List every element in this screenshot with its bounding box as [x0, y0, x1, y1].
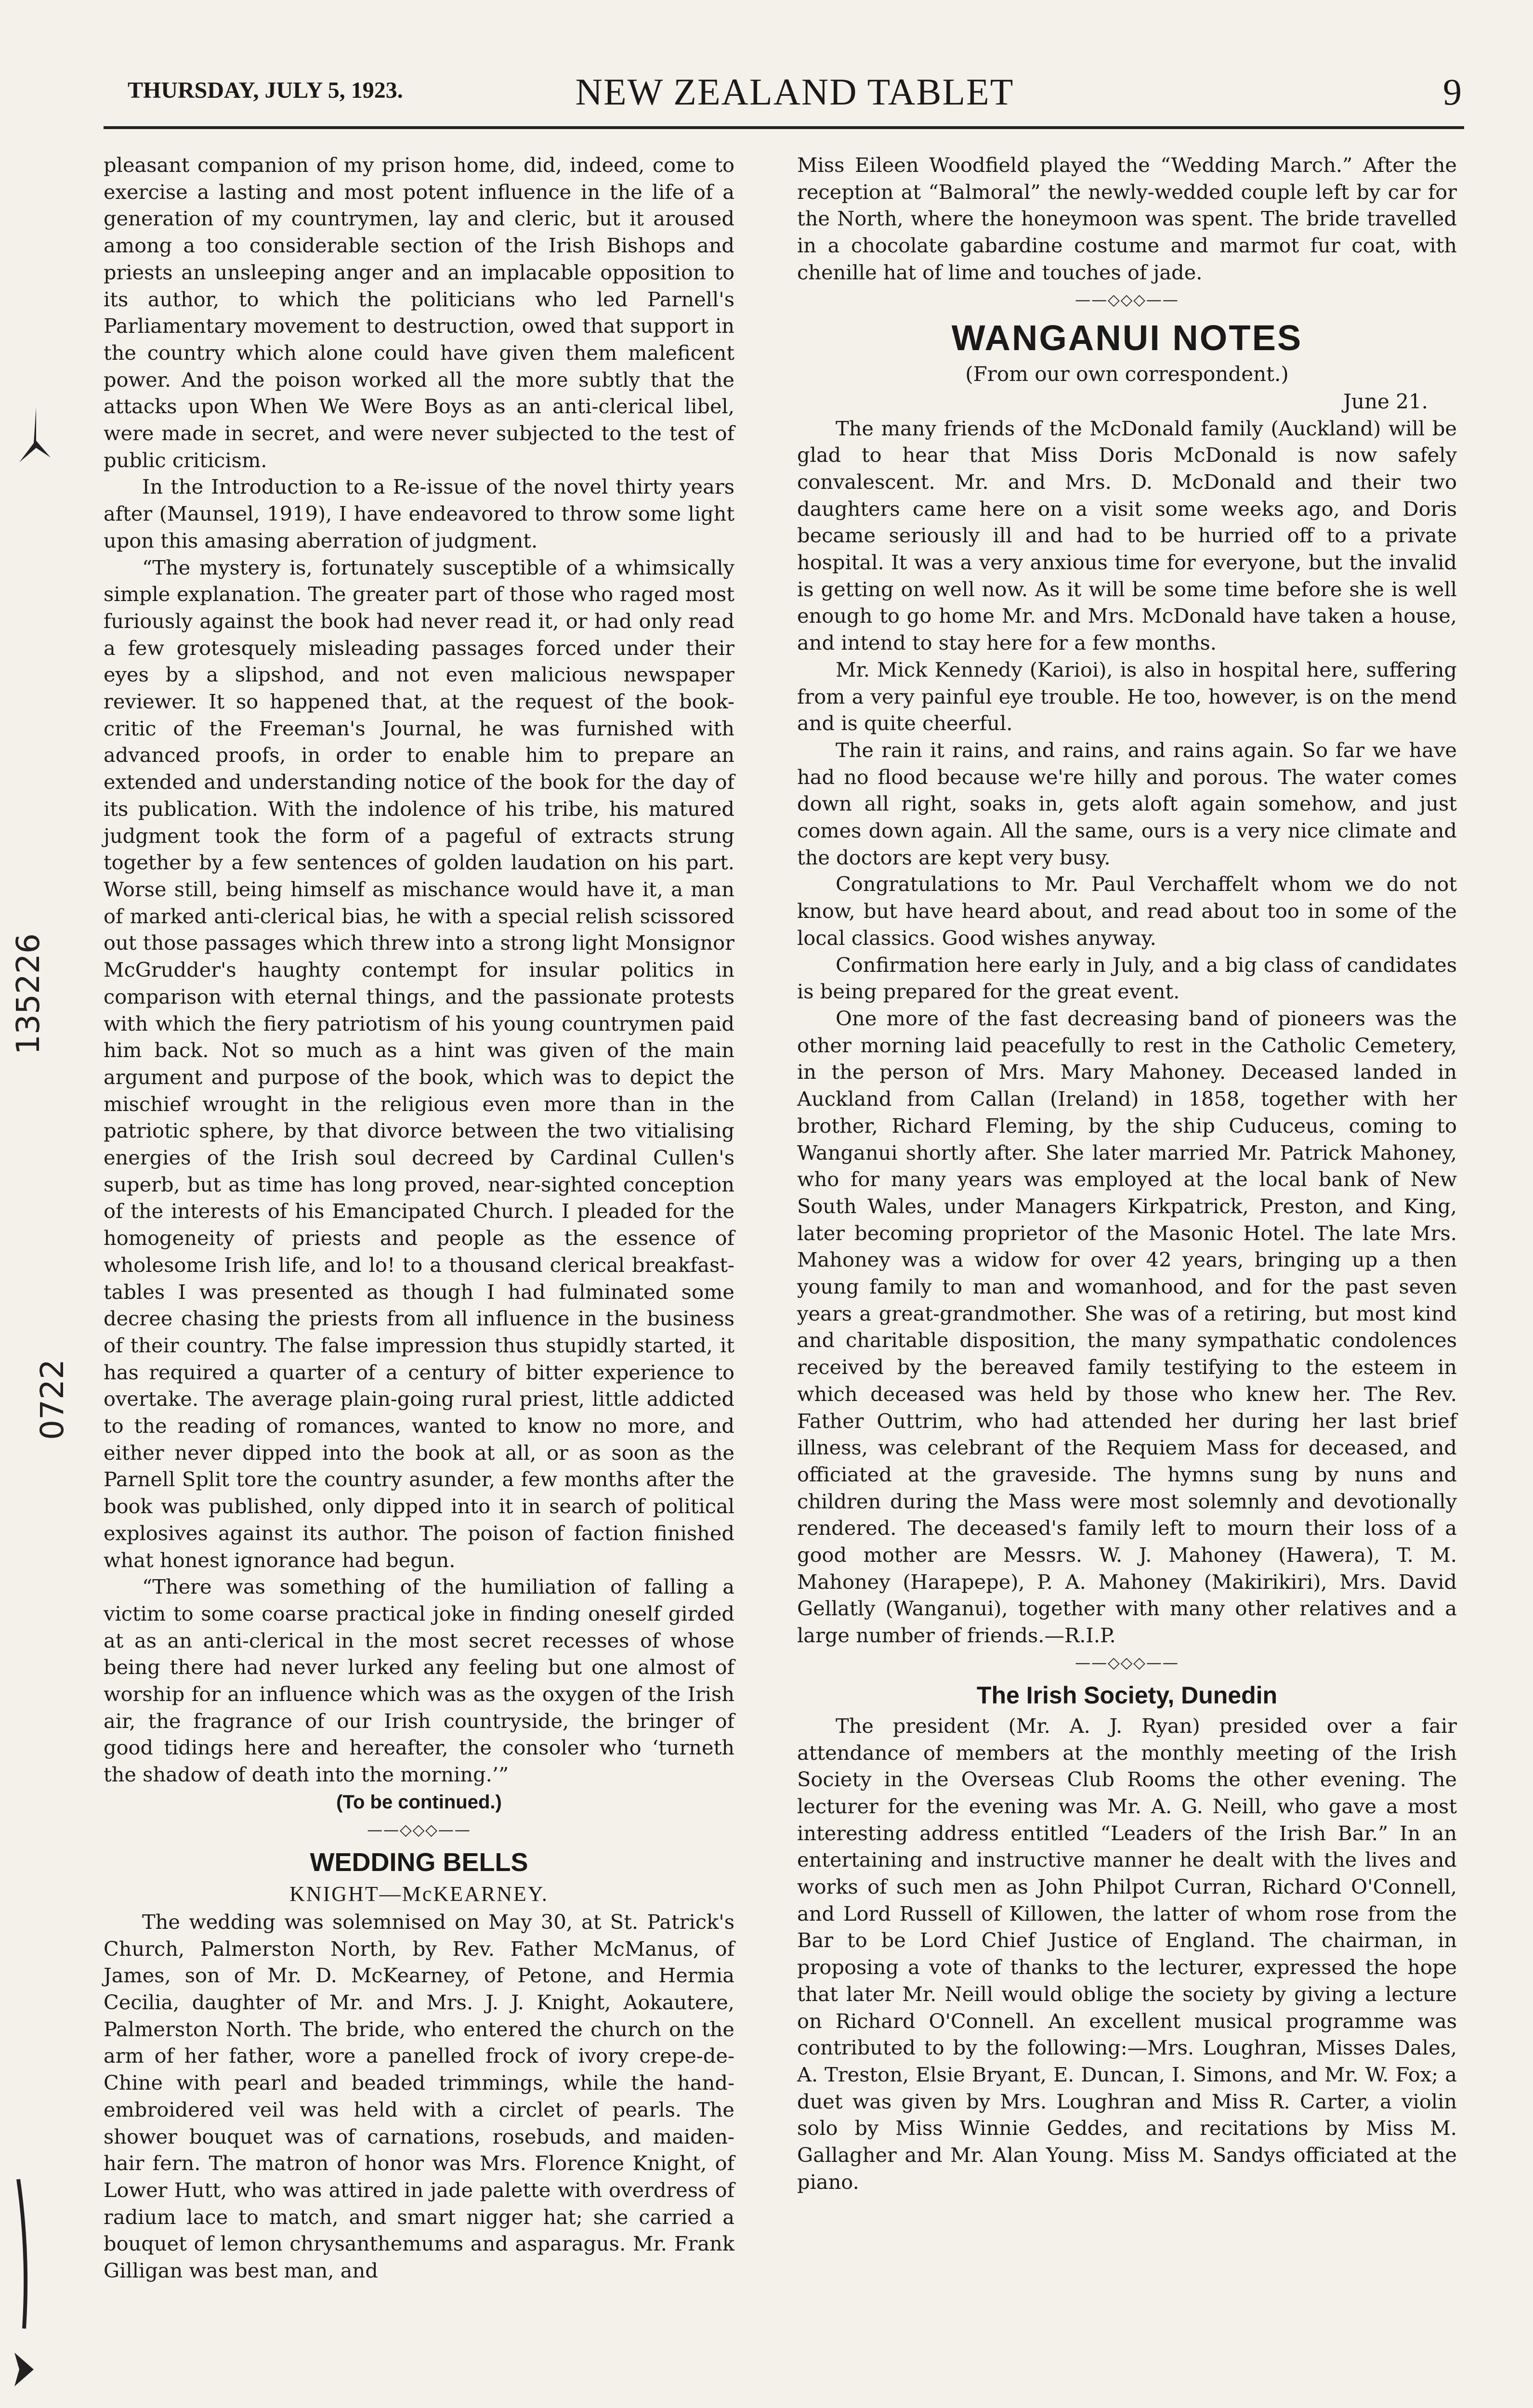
margin-note-number: 0722	[34, 1359, 71, 1440]
issue-date: THURSDAY, JULY 5, 1923.	[128, 78, 403, 103]
wanganui-paragraph: One more of the fast decreasing band of pioneers was the other morning laid peacefully to rest in the Catholic Cemetery, in the person of Mrs. Mary Mahoney. Deceased landed in Auckland from Callan (Ireland) in 1858, together with her brother, Richard Fleming, by the ship Cuduceus, coming to Wanganui shortly after. She later married Mr. Patrick Mahoney, who for many years was employed at the local bank of New South Wales, under Managers Kirkpatrick, Preston, and King, later becoming proprietor of the Masonic Hotel. The late Mrs. Mahoney was a widow for over 42 years, bringing up a then young family to man and womanhood, and for the past seven years a great-grandmother. She was of a retiring, but most kind and charitable disposition, the many sympathatic condolences received by the bereaved family testifying to the esteem in which deceased was held by those who knew her. The Rev. Father Outtrim, who had attended her during her last brief illness, was celebrant of the Requiem Mass for deceased, and officiated at the graveside. The hymns sung by nuns and children during the Mass were most solemnly and devotionally rendered. The deceased's family left to mourn their loss of a good mother are Messrs. W. J. Mahoney (Hawera), T. M. Mahoney (Harapepe), P. A. Mahoney (Makirikiri), Mrs. David Gellatly (Wanganui), together with many other relatives and a large number of friends.—R.I.P.	[797, 1006, 1457, 1648]
left-column	[104, 152, 734, 2284]
article-paragraph: “There was something of the humiliation of falling a victim to some coarse practical joke in finding oneself girded at as an anti-clerical in the most secret recesses of whose being there had never lurked any feeling but one almost of worship for an influence which was as the oxygen of the Irish air, the fragrance of our Irish countryside, the bringer of good tidings here and hereafter, the consoler who ‘turneth the shadow of death into the morning.’”	[104, 1575, 734, 1787]
wanganui-heading: WANGANUI NOTES	[951, 317, 1303, 358]
margin-note-number: 135226	[10, 933, 47, 1055]
wedding-subheading: KNIGHT—McKEARNEY.	[289, 1882, 549, 1906]
continued-note: (To be continued.)	[336, 1791, 502, 1813]
wedding-heading: WEDDING BELLS	[310, 1847, 528, 1877]
margin-bracket-icon	[14, 2177, 34, 2333]
margin-arrow-icon	[12, 2350, 36, 2391]
margin-mark-icon	[14, 405, 53, 479]
article-paragraph: pleasant companion of my prison home, did, indeed, come to exercise a lasting and most potent influence in the life of a generation of my countrymen, lay and cleric, but it aroused among a too considerable section of the Irish Bishops and priests an unsleeping anger and an implacable opposition to its author, to which the politicians who led Parnell's Parliamentary movement to destruction, owed that support in the country which alone could have given them maleficent power. And the poison worked all the more subtly that the attacks upon When We Were Boys as an anti-clerical libel, were made in secret, and were never subjected to the test of public criticism.	[104, 153, 734, 472]
page-number: 9	[1443, 71, 1462, 113]
irish-society-heading: The Irish Society, Dunedin	[976, 1681, 1278, 1709]
correspondent-line: (From our own correspondent.)	[965, 362, 1289, 386]
wedding-paragraph: The wedding was solemnised on May 30, at St. Patrick's Church, Palmerston North, by Rev. Father McManus, of James, son of Mr. D. McKearney, of Petone, and Hermia Cecilia, daughter of Mr. and Mrs. J. J. Knight, Aokautere, Palmerston North. The bride, who entered the church on the arm of her father, wore a panelled frock of ivory crepe-de-Chine with pearl and beaded trimmings, while the hand-embroidered veil was held with a circlet of pearls. The shower bouquet was of carnations, rosebuds, and maiden-hair fern. The matron of honor was Mrs. Florence Knight, of Lower Hutt, who was attired in jade palette with overdress of radium lace to match, and smart nigger hat; she carried a bouquet of lemon chrysanthemums and asparagus. Mr. Frank Gilligan was best man, and	[104, 1910, 734, 2283]
article-paragraph: “The mystery is, fortunately susceptible of a whimsically simple explanation. The greater part of those who raged most furiously against the book had never read it, or had only read a few grotesquely misleading passages forced under their eyes by a slipshod, and not even malicious newspaper reviewer. It so happened that, at the request of the book-critic of the Freeman's Journal, he was furnished with advanced proofs, in order to enable him to prepare an extended and understanding notice of the book for the day of its publication. With the indolence of his tribe, his matured judgment took the form of a pageful of extracts strung together by a few sentences of golden laudation on his part. Worse still, being himself as mischance would have it, a man of marked anti-clerical bias, he with a special relish scissored out those passages which threw into a strong light Monsignor McGrudder's haughty contempt for insular politics in comparison with eternal things, and the passionate protests with which the fiery patriotism of his young countrymen paid him back. Not so much as a hint was given of the main argument and purpose of the book, which was to depict the mischief wrought in the religious even more than in the patriotic sphere, by that divorce between the two vitialising energies of the Irish soul decreed by Cardinal Cullen's superb, but as time has long proved, near-sighted conception of the interests of his Emancipated Church. I pleaded for the homogeneity of priests and people as the essence of wholesome Irish life, and lo! to a thousand clerical breakfast-tables I was presented as though I had fulminated some decree chasing the priests from all influence in the business of their country. The false impression thus stupidly started, it has required a quarter of a century of bitter experience to overtake. The average plain-going rural priest, little addicted to the reading of romances, wanted to know no more, and either never dipped into the book at all, or as soon as the Parnell Split tore the country asunder, a few months after the book was published, only dipped into it in search of political explosives against its author. The poison of faction finished what honest ignorance had begun.	[104, 555, 734, 1572]
section-ornament: ——◇◇◇——	[367, 1820, 471, 1839]
wanganui-paragraph: The many friends of the McDonald family (Auckland) will be glad to hear that Miss Doris McDonald is now safely convalescent. Mr. and Mrs. D. McDonald and their two daughters came here on a visit some weeks ago, and Doris became seriously ill and had to be hurried off to a private hospital. It was a very anxious time for everyone, but the invalid is getting on well now. As it will be some time before she is well enough to go home Mr. and Mrs. McDonald have taken a house, and intend to stay here for a few months.	[797, 416, 1457, 655]
newspaper-title: NEW ZEALAND TABLET	[575, 71, 1014, 113]
wedding-continued-paragraph: Miss Eileen Woodfield played the “Wedding March.” After the reception at “Balmoral” the newly-wedded couple left by car for the North, where the honeymoon was spent. The bride travelled in a chocolate gabardine costume and marmot fur coat, with chenille hat of lime and touches of jade.	[797, 153, 1457, 284]
article-paragraph: In the Introduction to a Re-issue of the novel thirty years after (Maunsel, 1919), I have endeavored to throw some light upon this amasing aberration of judgment.	[104, 475, 734, 552]
section-ornament: ——◇◇◇——	[1075, 290, 1179, 309]
wanganui-paragraph: Congratulations to Mr. Paul Verchaffelt whom we do not know, but have heard about, and read about too in some of the local classics. Good wishes anyway.	[797, 872, 1457, 950]
irish-society-paragraph: The president (Mr. A. J. Ryan) presided over a fair attendance of members at the monthly meeting of the Irish Society in the Overseas Club Rooms the other evening. The lecturer for the evening was Mr. A. G. Neill, who gave a most interesting address entitled “Leaders of the Irish Bar.” In an entertaining and instructive manner he dealt with the lives and works of such men as John Philpot Curran, Richard O'Connell, and Lord Russell of Killowen, the latter of whom rose from the Bar to be Lord Chief Justice of England. The chairman, in proposing a vote of thanks to the lecturer, expressed the hope that later Mr. Neill would oblige the society by giving a lecture on Richard O'Connell. An excellent musical programme was contributed to by the following:—Mrs. Loughran, Misses Dales, A. Treston, Elsie Bryant, E. Duncan, I. Simons, and Mr. W. Fox; a duet was given by Mrs. Loughran and Miss R. Carter, a violin solo by Miss Winnie Geddes, and recitations by Miss M. Gallagher and Mr. Alan Young. Miss M. Sandys officiated at the piano.	[797, 1714, 1457, 2194]
wanganui-dateline: June 21.	[1343, 389, 1428, 413]
section-ornament: ——◇◇◇——	[1075, 1653, 1179, 1672]
wanganui-paragraph: Mr. Mick Kennedy (Karioi), is also in hospital here, suffering from a very painful eye trouble. He too, however, is on the mend and is quite cheerful.	[797, 657, 1457, 735]
header-rule	[104, 126, 1464, 129]
page-header	[128, 72, 1462, 125]
wanganui-paragraph: Confirmation here early in July, and a big class of candidates is being prepared for the great event.	[797, 953, 1457, 1004]
wanganui-paragraph: The rain it rains, and rains, and rains again. So far we have had no flood because we're hilly and porous. The water comes down all right, soaks in, gets aloft again somehow, and just comes down again. All the same, ours is a very nice climate and the doctors are kept very busy.	[797, 738, 1457, 869]
right-column	[797, 152, 1457, 2196]
